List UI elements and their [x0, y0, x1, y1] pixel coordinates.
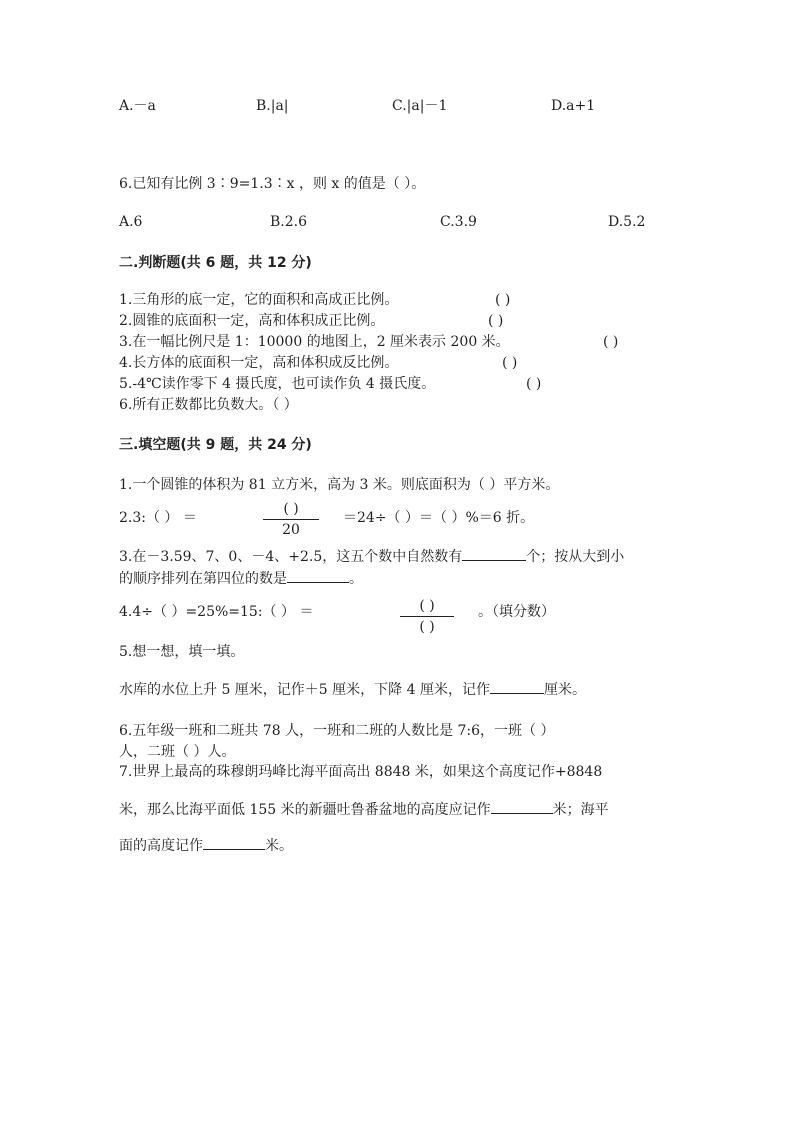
fill-q2-left: 2.3:（ ） ＝ [119, 510, 197, 526]
fill-q4-frac-denominator: ( ) [419, 619, 435, 635]
judge-item-6-text: 6.所有正数都比负数大。（ ） [119, 397, 298, 413]
fill-q6-line2: 人，二班（ ）人。 [119, 744, 236, 760]
judge-item-1-bracket: ( ) [495, 292, 511, 308]
fill-q7-line1: 7.世界上最高的珠穆朗玛峰比海平面高出 8848 米，如果这个高度记作+8848 [119, 764, 603, 780]
fill-q4-right: 。（填分数） [478, 604, 555, 620]
fill-q7-line2 [119, 800, 609, 820]
fraction-bar [263, 519, 319, 520]
fill-q4-left: 4.4÷（ ）=25%=15:（ ） ＝ [119, 604, 314, 620]
q5-option-b: B.|a| [256, 98, 289, 114]
q6-option-d: D.5.2 [608, 214, 646, 230]
answer-blank[interactable] [203, 849, 265, 850]
fill-q7-line3-b: 米。 [265, 838, 293, 854]
judge-item-5-text: 5.-4℃读作零下 4 摄氏度，也可读作负 4 摄氏度。 [119, 376, 436, 392]
fill-q2-right: ＝24÷（ ）＝（ ）%＝6 折。 [343, 510, 535, 526]
fill-q3-line1-a: 3.在－3.59、7、0、－4、+2.5，这五个数中自然数有 [119, 549, 463, 565]
q5-option-d: D.a+1 [551, 98, 596, 114]
fill-q3-line2 [119, 569, 363, 589]
q5-option-c: C.|a|－1 [392, 98, 448, 114]
answer-blank[interactable] [462, 560, 526, 561]
fill-q4-frac-numerator: ( ) [419, 598, 435, 614]
judge-item-4-text: 4.长方体的底面积一定，高和体积成反比例。 [119, 355, 399, 371]
judge-item-2-text: 2.圆锥的底面积一定，高和体积成正比例。 [119, 313, 385, 329]
judge-item-3-text: 3.在一幅比例尺是 1：10000 的地图上，2 厘米表示 200 米。 [119, 334, 510, 350]
q6-option-a: A.6 [119, 214, 143, 230]
fill-q5-line-b: 厘米。 [543, 682, 586, 698]
fill-q2-frac-numerator: ( ) [283, 501, 299, 517]
section3-title: 三.填空题(共 9 题，共 24 分) [119, 437, 312, 453]
q6-option-b: B.2.6 [270, 214, 308, 230]
fill-q7-line2-a: 米，那么比海平面低 155 米的新疆吐鲁番盆地的高度应记作 [119, 802, 491, 818]
fill-q4-fraction [400, 597, 454, 636]
fill-q5-line-a: 水库的水位上升 5 厘米，记作＋5 厘米，下降 4 厘米，记作 [119, 682, 490, 698]
judge-item-2-bracket: ( ) [488, 313, 504, 329]
fill-q7-line3-a: 面的高度记作 [119, 838, 203, 854]
answer-blank[interactable] [287, 582, 349, 583]
answer-blank[interactable] [490, 693, 544, 694]
fill-q3-line1-b: 个；按从大到小 [526, 549, 625, 565]
fill-q3-line2-a: 的顺序排列在第四位的数是 [119, 571, 287, 587]
fill-q1: 1.一个圆锥的体积为 81 立方米，高为 3 米。则底面积为（ ）平方米。 [119, 477, 560, 493]
fill-q2-fraction [263, 500, 319, 539]
fill-q6-line1: 6.五年级一班和二班共 78 人，一班和二班的人数比是 7:6，一班（ ） [119, 723, 555, 739]
q6-option-c: C.3.9 [440, 214, 477, 230]
q5-option-a: A.－a [119, 98, 156, 114]
fill-q7-line2-b: 米；海平 [552, 802, 609, 818]
section2-title: 二.判断题(共 6 题，共 12 分) [119, 255, 312, 271]
fill-q5-line [119, 680, 586, 700]
judge-item-5-bracket: ( ) [526, 376, 542, 392]
fill-q3-line2-b: 。 [349, 571, 363, 587]
fill-q5-stem: 5.想一想，填一填。 [119, 644, 245, 660]
answer-blank[interactable] [491, 813, 553, 814]
fill-q7-line3 [119, 836, 293, 856]
judge-item-1-text: 1.三角形的底一定，它的面积和高成正比例。 [119, 292, 399, 308]
fill-q2-frac-denominator: 20 [282, 522, 300, 538]
judge-item-4-bracket: ( ) [502, 355, 518, 371]
judge-item-3-bracket: ( ) [603, 334, 619, 350]
q6-stem: 6.已知有比例 3∶9=1.3∶x ，则 x 的值是（ ）。 [119, 176, 426, 192]
fill-q3-line1 [119, 547, 624, 567]
fraction-bar [400, 616, 454, 617]
